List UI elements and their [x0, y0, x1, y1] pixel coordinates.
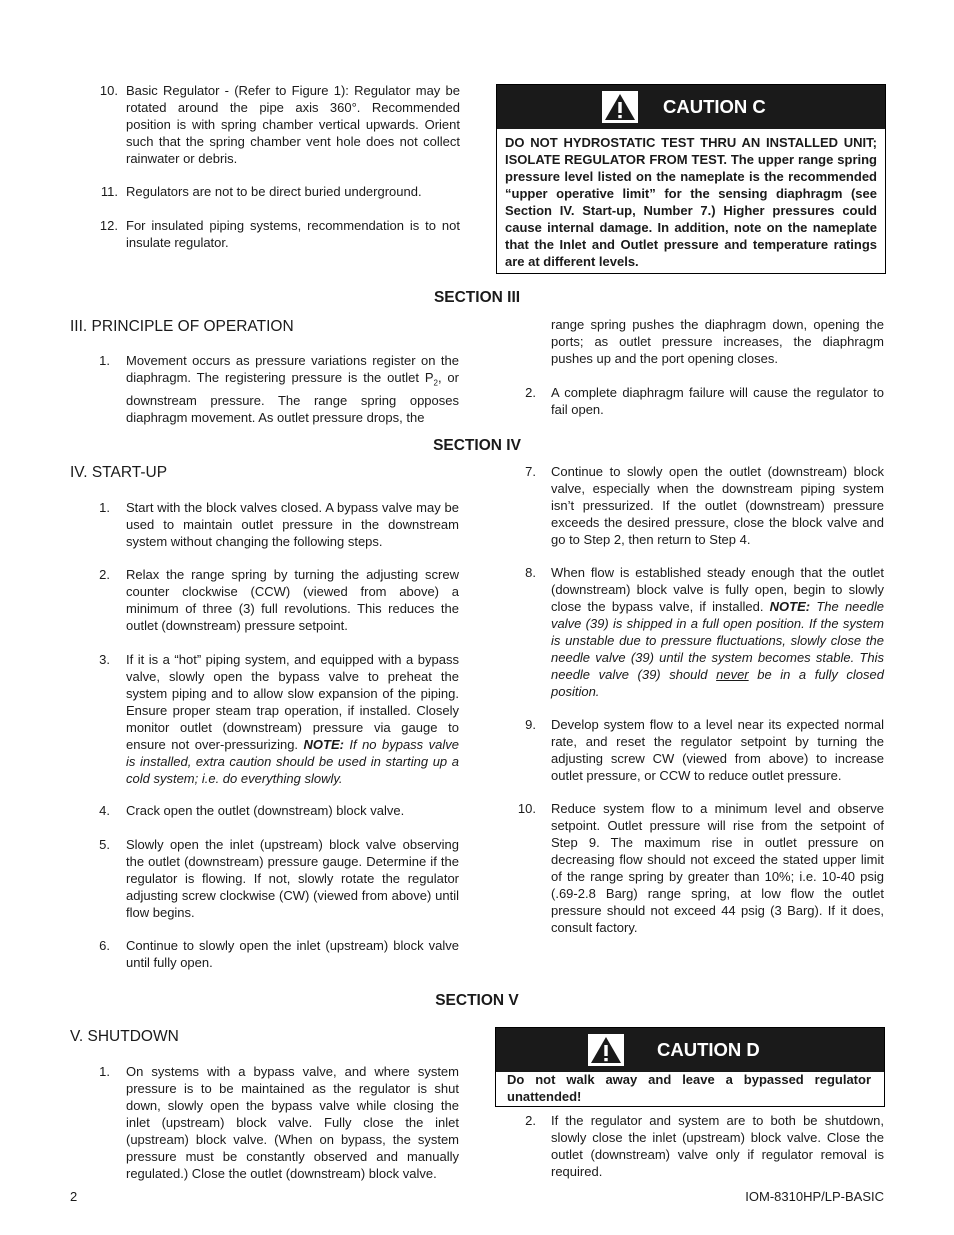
item-number: 6.: [99, 938, 110, 953]
item-text: A complete diaphragm failure will cause the regulator to fail open.: [551, 385, 884, 417]
item-text-main: If it is a “hot” piping system, and equipped with a bypass valve, slowly open the bypass valve to preheat the system piping and to allow slow expansion of the piping. Ensure proper steam trap operation, if installed. Closely monitor outlet (downstream) pressure via gauge to ensure not over-pressurizing.: [126, 652, 459, 752]
section-v-label: SECTION V: [435, 992, 519, 1009]
item-text-continued: range spring pushes the diaphragm down, opening the ports; as outlet pressure increases, the diaphragm pushes up and the port opening closes.: [551, 317, 884, 366]
caution-d-box: [495, 1027, 885, 1107]
note-label: NOTE:: [769, 599, 811, 614]
section-iv-heading: IV. START-UP: [70, 464, 168, 481]
subscript: 2: [433, 378, 438, 388]
caution-c-box: [496, 84, 886, 274]
item-number: 4.: [99, 803, 110, 818]
item-number: 3.: [99, 652, 110, 667]
item-number: 5.: [99, 837, 110, 852]
warning-triangle-icon: [602, 91, 638, 123]
item-number: 2.: [99, 567, 110, 582]
item-text: Relax the range spring by turning the adjusting screw counter clockwise (CCW) (viewed from above) a minimum of three (3) full revolutions. This reduces the outlet (downstream) pressure setpoint.: [126, 567, 459, 633]
item-text: On systems with a bypass valve, and where system pressure is to be maintained as the regulator is shut down, slowly open the bypass valve while closing the inlet (upstream) block valve. Fully close the inlet (upstream) block valve. (When on bypass, the system pressure must be constantly observed and manually regulated.) Close the outlet (downstream) block valve.: [126, 1064, 459, 1181]
item-number: 1.: [99, 353, 110, 368]
item-number: 1.: [99, 1064, 110, 1079]
note-text-end: be in a fully closed position.: [551, 667, 884, 699]
caution-c-header: [497, 85, 885, 129]
item-text: Crack open the outlet (downstream) block valve.: [126, 803, 405, 818]
item-text: [551, 564, 884, 700]
item-text: Regulators are not to be direct buried underground.: [126, 184, 422, 199]
item-text: Basic Regulator - (Refer to Figure 1): Regulator may be rotated around the pipe axis 360°. Recommended position is with spring chamber vertical upwards. Orient such that the spring chamber vent hole does not collect rainwater or debris.: [126, 83, 460, 166]
item-text: Slowly open the inlet (upstream) block valve observing the outlet (downstream) pressure gauge. Determine if the regulator is flowing. If not, slowly rotate the regulator adjusting screw clockwise (CW) (viewed from above) until flow begins.: [126, 837, 459, 920]
caution-d-header: [496, 1028, 884, 1072]
caution-c-body: DO NOT HYDROSTATIC TEST THRU AN INSTALLED UNIT; ISOLATE REGULATOR FROM TEST. The upper range spring pressure level listed on the nameplate is the recommended “upper operative limit” for the sensing diaphragm (see Section IV. Start-up, Number 7.) Higher pressures could cause internal damage. In addition, note on the nameplate that the Inlet and Outlet pressure and temperature ratings are at different levels.: [505, 135, 877, 269]
item-text-part-b: , or downstream pressure. The range spring opposes diaphragm movement. As outlet pressure drops, the: [126, 370, 459, 425]
item-number: 11.: [100, 184, 118, 199]
item-text: For insulated piping systems, recommendation is to not insulate regulator.: [126, 218, 460, 250]
item-number: 9.: [525, 717, 536, 732]
item-number: 2.: [525, 1113, 536, 1128]
note-label: NOTE:: [303, 737, 344, 752]
note-text: If no bypass valve is installed, extra caution should be used in starting up a cold system; i.e. do everything slowly.: [126, 737, 459, 786]
item-number: 2.: [525, 385, 536, 400]
warning-triangle-icon: [588, 1034, 624, 1066]
caution-d-body: Do not walk away and leave a bypassed regulator unattended!: [507, 1072, 871, 1104]
item-text-part-a: Movement occurs as pressure variations register on the diaphragm. The registering pressure is the outlet P: [126, 353, 459, 385]
section-iv-label: SECTION IV: [433, 437, 521, 454]
item-text: [126, 352, 459, 426]
caution-c-title: CAUTION C: [663, 96, 766, 117]
document-id: IOM-8310HP/LP-BASIC: [745, 1189, 884, 1204]
item-number: 12.: [99, 218, 118, 233]
item-number: 8.: [525, 565, 536, 580]
item-text-main: When flow is established steady enough that the outlet (downstream) block valve is fully open, begin to slowly close the bypass valve, if installed.: [551, 565, 884, 614]
item-text: Develop system flow to a level near its expected normal rate, and reset the regulator setpoint by turning the adjusting screw CW (viewed from above) to increase outlet pressure, or CCW to reduce outlet pressure.: [551, 717, 884, 783]
item-text: Continue to slowly open the inlet (upstream) block valve until fully open.: [126, 938, 459, 970]
section-iii-heading: III. PRINCIPLE OF OPERATION: [70, 318, 294, 335]
item-text: Reduce system flow to a minimum level and observe setpoint. Outlet pressure will rise from the setpoint of Step 9. The maximum rise in outlet pressure on decreasing flow should not exceed the stated upper limit of the range spring by greater than 10%; i.e. 10-40 psig (.69-2.8 Barg) range spring, at low flow the outlet pressure should not exceed 44 psig (3 Barg). If it does, consult factory.: [551, 801, 884, 935]
item-number: 1.: [99, 500, 110, 515]
item-number: 10.: [99, 83, 118, 98]
item-number: 10.: [517, 801, 536, 816]
item-text: Start with the block valves closed. A bypass valve may be used to maintain outlet pressure in the downstream system without changing the following steps.: [126, 500, 459, 549]
section-iii-label: SECTION III: [433, 289, 521, 306]
item-text: Continue to slowly open the outlet (downstream) block valve, especially when the downstream piping system isn’t pressurized. If the outlet (downstream) pressure exceeds the desired pressure, close the block valve and go to Step 2, then return to Step 4.: [551, 464, 884, 547]
item-text: If the regulator and system are to both be shutdown, slowly close the inlet (upstream) block valve. Close the outlet (downstream) valve only if regulator removal is required.: [551, 1113, 884, 1179]
caution-d-title: CAUTION D: [657, 1039, 760, 1060]
section-v-heading: V. SHUTDOWN: [70, 1028, 179, 1045]
item-number: 7.: [525, 464, 536, 479]
note-text: The needle valve (39) is shipped in a full open position. If the system is unstable due to pressure fluctuations, slowly close the needle valve (39) until the system becomes stable. This needle valve (39) should: [551, 599, 884, 682]
note-underlined: never: [716, 667, 749, 682]
item-text: [126, 651, 459, 787]
page-number: 2: [70, 1189, 78, 1204]
